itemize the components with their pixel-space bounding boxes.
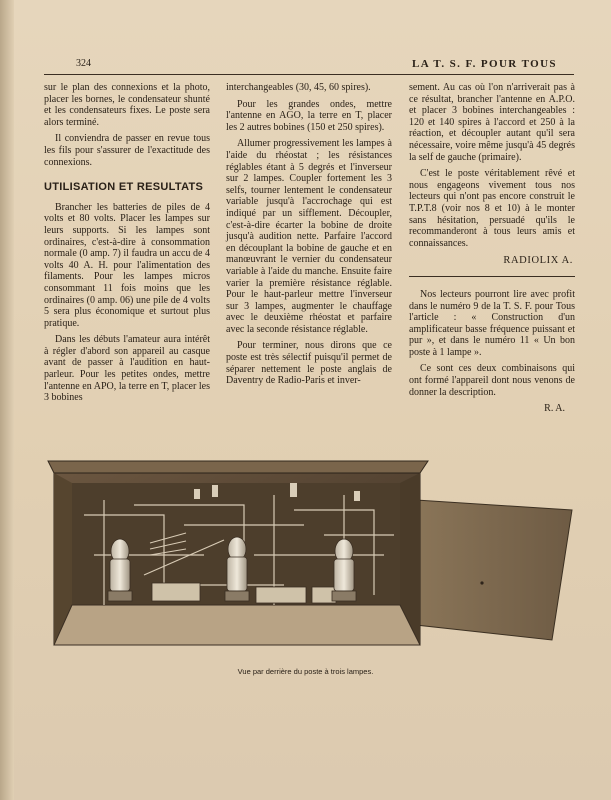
- header-rule: [44, 74, 574, 75]
- page-number: 324: [76, 58, 91, 69]
- text-column-2: [226, 82, 392, 392]
- paragraph: sur le plan des connexions et la photo, placer les bornes, le condensateur shunté et les condensateurs fixes. Le poste sera alors terminé.: [44, 82, 210, 128]
- paragraph: interchangeables (30, 45, 60 spires).: [226, 82, 371, 93]
- text-column-1: [44, 82, 210, 409]
- author-signature: RADIOLIX A.: [503, 255, 573, 267]
- paragraph: Pour les grandes ondes, mettre l'antenne en AGO, la terre en T, placer les 2 autres bobines (150 et 250 spires).: [226, 98, 392, 133]
- paragraph: Brancher les batteries de piles de 4 volts et 80 volts. Placer les lampes sur leurs supports. Si les lampes sont ordinaires, c'est-à-dire à consommation normale (0 amp. 7) il faudra un accu de 4 volts 40 A. H. pour l'alimentation des filaments. Pour les lampes micros consommant 11 fois moins que les ordinaires (0 amp. 06) une pile de 4 volts 5 sera plus économique et surtout plus pratique.: [44, 201, 210, 329]
- radio-set-photo: [44, 455, 574, 655]
- paragraph: Allumer progressivement les lampes à l'aide du rhéostat ; les résistances réglables étant à 5 degrés et l'inverseur sur 2 lampes. Coupler fortement les 3 selfs, tourner lentement le condensateur variable jusqu'à l'accrochage qui est indiqué par un sifflement. Découpler, c'est-à-dire écarter la bobine de droite jusqu'à audition nette. Parfaire l'accord en découplant la bobine de gauche et en manœuvrant le vernier du condensateur variable à l'aide du manche. Ensuite faire varier la première résistance réglable. Pour le haut-parleur mettre l'inverseur sur 3 lampes, augmenter le chauffage avec le deuxième rhéostat et parfaire avec la seconde résistance réglable.: [226, 138, 392, 335]
- paragraph: Dans les débuts l'amateur aura intérêt à régler d'abord son appareil au casque avant de passer à l'audition en haut-parleur. Pour les petites ondes, mettre l'antenne en APO, la terre en T, placer les 3 bobines: [44, 334, 210, 404]
- paragraph: Pour terminer, nous dirons que ce poste est très sélectif puisqu'il permet de séparer nettement le poste anglais de Daventry de Radio-Paris et inver-: [226, 340, 392, 387]
- photo-caption: Vue par derrière du poste à trois lampes.: [237, 667, 374, 676]
- column-divider: [409, 276, 575, 277]
- paragraph: C'est le poste véritablement rêvé et nous engageons vivement tous nos lecteurs qui n'ont pas encore construit le T.P.T.8 (voir nos 8 et 10) à le monter sans hésitation, persuadé qu'ils le recommanderont à tous leurs amis et connaissances.: [409, 168, 575, 249]
- running-title: LA T. S. F. POUR TOUS: [412, 58, 557, 70]
- author-initials: R. A.: [544, 403, 565, 415]
- paragraph: Il conviendra de passer en revue tous les fils pour s'assurer de l'exactitude des connexions.: [44, 133, 210, 168]
- section-heading: UTILISATION ET RESULTATS: [44, 181, 204, 194]
- paragraph: sement. Au cas où l'on n'arriverait pas à ce résultat, brancher l'antenne en A.P.O. et placer 3 bobines interchangeables : 120 et 140 spires à l'accord et 250 à la réaction, et découpler autant qu'il sera nécessaire, voire même jusqu'à 45 degrés la self de gauche (primaire).: [409, 82, 575, 163]
- text-column-3: [409, 82, 575, 415]
- paragraph: Nos lecteurs pourront lire avec profit dans le numéro 9 de la T. S. F. pour Tous l'article : « Construction d'un amplificateur basse fréquence puissant et pur », et dans le numéro 11 « Un bon poste à 1 lampe ».: [409, 288, 575, 358]
- paragraph: Ce sont ces deux combinaisons qui ont formé l'appareil dont nous venons de donner la description.: [409, 363, 575, 398]
